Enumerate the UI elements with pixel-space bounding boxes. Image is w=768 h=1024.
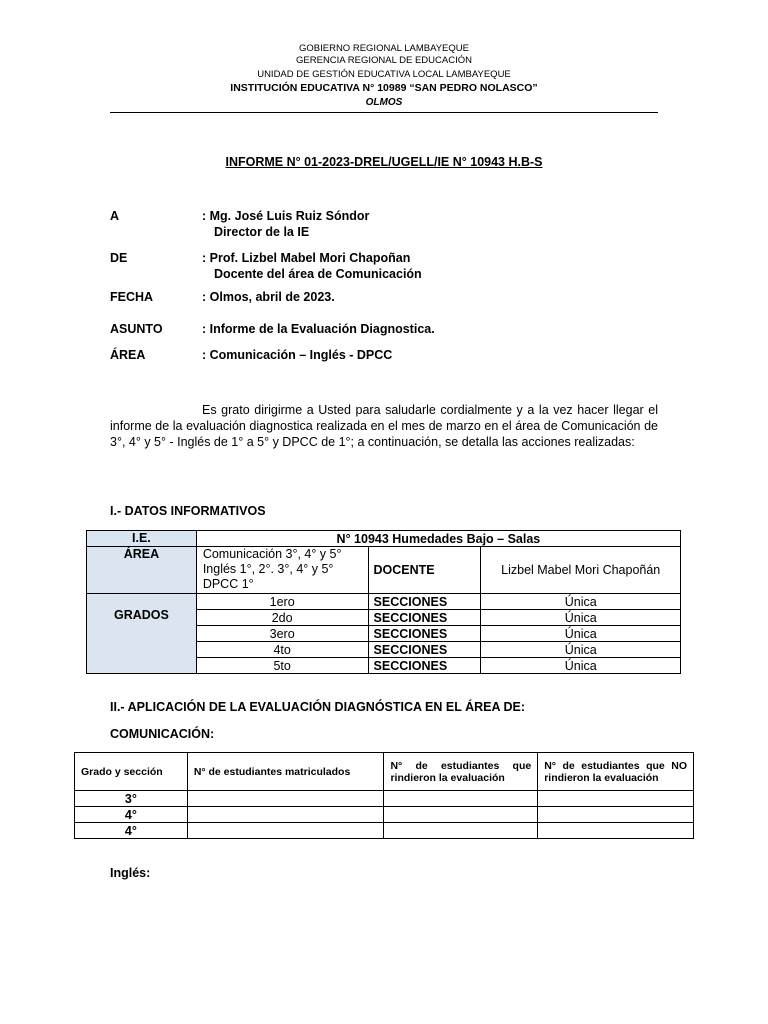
meta-fecha-value: : Olmos, abril de 2023. xyxy=(202,290,335,304)
grado-cell: 3ero xyxy=(196,626,368,642)
seccion-value-cell: Única xyxy=(481,658,681,674)
seccion-value-cell: Única xyxy=(481,642,681,658)
grado-cell: 1ero xyxy=(196,594,368,610)
report-title: INFORME N° 01-2023-DREL/UGELL/IE N° 10943 H.B-S xyxy=(225,155,543,169)
table-row xyxy=(87,594,681,610)
table-row xyxy=(87,547,681,594)
secciones-cell: SECCIONES xyxy=(368,642,481,658)
docente-label-cell: DOCENTE xyxy=(368,547,481,594)
meta-area-value: : Comunicación – Inglés - DPCC xyxy=(202,348,393,362)
secciones-cell: SECCIONES xyxy=(368,658,481,674)
datos-informativos-table xyxy=(86,530,681,674)
meta-a-value: : Mg. José Luis Ruiz Sóndor xyxy=(202,209,370,223)
empty-cell xyxy=(384,791,538,807)
table-row xyxy=(75,823,694,839)
empty-cell xyxy=(187,823,384,839)
meta-asunto-label: ASUNTO xyxy=(110,322,163,336)
intro-paragraph xyxy=(110,402,658,450)
table-row xyxy=(75,791,694,807)
meta-a-label: A xyxy=(110,209,120,223)
header-line-institution: INSTITUCIÓN EDUCATIVA N° 10989 “SAN PEDRO NOLASCO” xyxy=(230,82,538,94)
table-header-row xyxy=(75,753,694,791)
grado-cell: 4° xyxy=(75,823,188,839)
grado-cell: 3° xyxy=(75,791,188,807)
grado-cell: 2do xyxy=(196,610,368,626)
meta-fecha-label: FECHA xyxy=(110,290,154,304)
header-line-gerencia: GERENCIA REGIONAL DE EDUCACIÓN xyxy=(296,55,472,66)
section-datos-heading: I.- DATOS INFORMATIVOS xyxy=(110,504,266,518)
meta-asunto-value: : Informe de la Evaluación Diagnostica. xyxy=(202,322,435,336)
meta-area-label: ÁREA xyxy=(110,348,146,362)
header-grado-seccion: Grado y sección xyxy=(75,753,188,791)
area-line: Inglés 1°, 2°. 3°, 4° y 5° xyxy=(202,562,334,576)
section-aplicacion-heading: II.- APLICACIÓN DE LA EVALUACIÓN DIAGNÓSTICA EN EL ÁREA DE: xyxy=(110,700,526,714)
ie-value-cell: N° 10943 Humedades Bajo – Salas xyxy=(196,531,680,547)
area-value-cell xyxy=(196,547,368,594)
empty-cell xyxy=(384,807,538,823)
grado-cell: 5to xyxy=(196,658,368,674)
seccion-value-cell: Única xyxy=(481,594,681,610)
empty-cell xyxy=(384,823,538,839)
intro-paragraph-text: Es grato dirigirme a Usted para saludarle cordialmente y a la vez hacer llegar el informe de la evaluación diagnostica realizada en el mes de marzo en el área de Comunicación de 3°, 4° y 5° - Inglés de 1° a 5° y DPCC de 1°; a continuación, se detalla las acciones realizadas: xyxy=(110,403,658,449)
header-rindieron: N° de estudiantes que rindieron la evaluación xyxy=(384,753,538,791)
secciones-cell: SECCIONES xyxy=(368,594,481,610)
header-line-government: GOBIERNO REGIONAL LAMBAYEQUE xyxy=(299,43,469,54)
empty-cell xyxy=(538,823,694,839)
grado-cell: 4to xyxy=(196,642,368,658)
empty-cell xyxy=(187,807,384,823)
seccion-value-cell: Única xyxy=(481,626,681,642)
empty-cell xyxy=(187,791,384,807)
comunicacion-heading: COMUNICACIÓN: xyxy=(110,727,215,741)
header-matriculados: N° de estudiantes matriculados xyxy=(187,753,384,791)
meta-a-sub: Director de la IE xyxy=(214,225,310,239)
meta-de-value: : Prof. Lizbel Mabel Mori Chapoñan xyxy=(202,251,411,265)
area-label-cell: ÁREA xyxy=(87,547,197,594)
meta-de-label: DE xyxy=(110,251,128,265)
header-line-town: OLMOS xyxy=(365,97,403,108)
evaluacion-comunicacion-table xyxy=(74,752,694,839)
secciones-cell: SECCIONES xyxy=(368,626,481,642)
grado-cell: 4° xyxy=(75,807,188,823)
area-line: Comunicación 3°, 4° y 5° xyxy=(202,547,342,561)
grados-label-cell: GRADOS xyxy=(87,594,197,674)
meta-de-sub: Docente del área de Comunicación xyxy=(214,267,422,281)
header-line-ugel: UNIDAD DE GESTIÓN EDUCATIVA LOCAL LAMBAYEQUE xyxy=(257,69,511,80)
docente-value-cell: Lizbel Mabel Mori Chapoñán xyxy=(481,547,681,594)
secciones-cell: SECCIONES xyxy=(368,610,481,626)
table-row xyxy=(75,807,694,823)
header-no-rindieron: N° de estudiantes que NO rindieron la evaluación xyxy=(538,753,694,791)
ie-label-cell: I.E. xyxy=(87,531,197,547)
header-divider xyxy=(110,112,658,113)
ingles-heading: Inglés: xyxy=(110,866,151,880)
seccion-value-cell: Única xyxy=(481,610,681,626)
table-row xyxy=(87,531,681,547)
empty-cell xyxy=(538,791,694,807)
empty-cell xyxy=(538,807,694,823)
area-line: DPCC 1° xyxy=(202,577,254,591)
